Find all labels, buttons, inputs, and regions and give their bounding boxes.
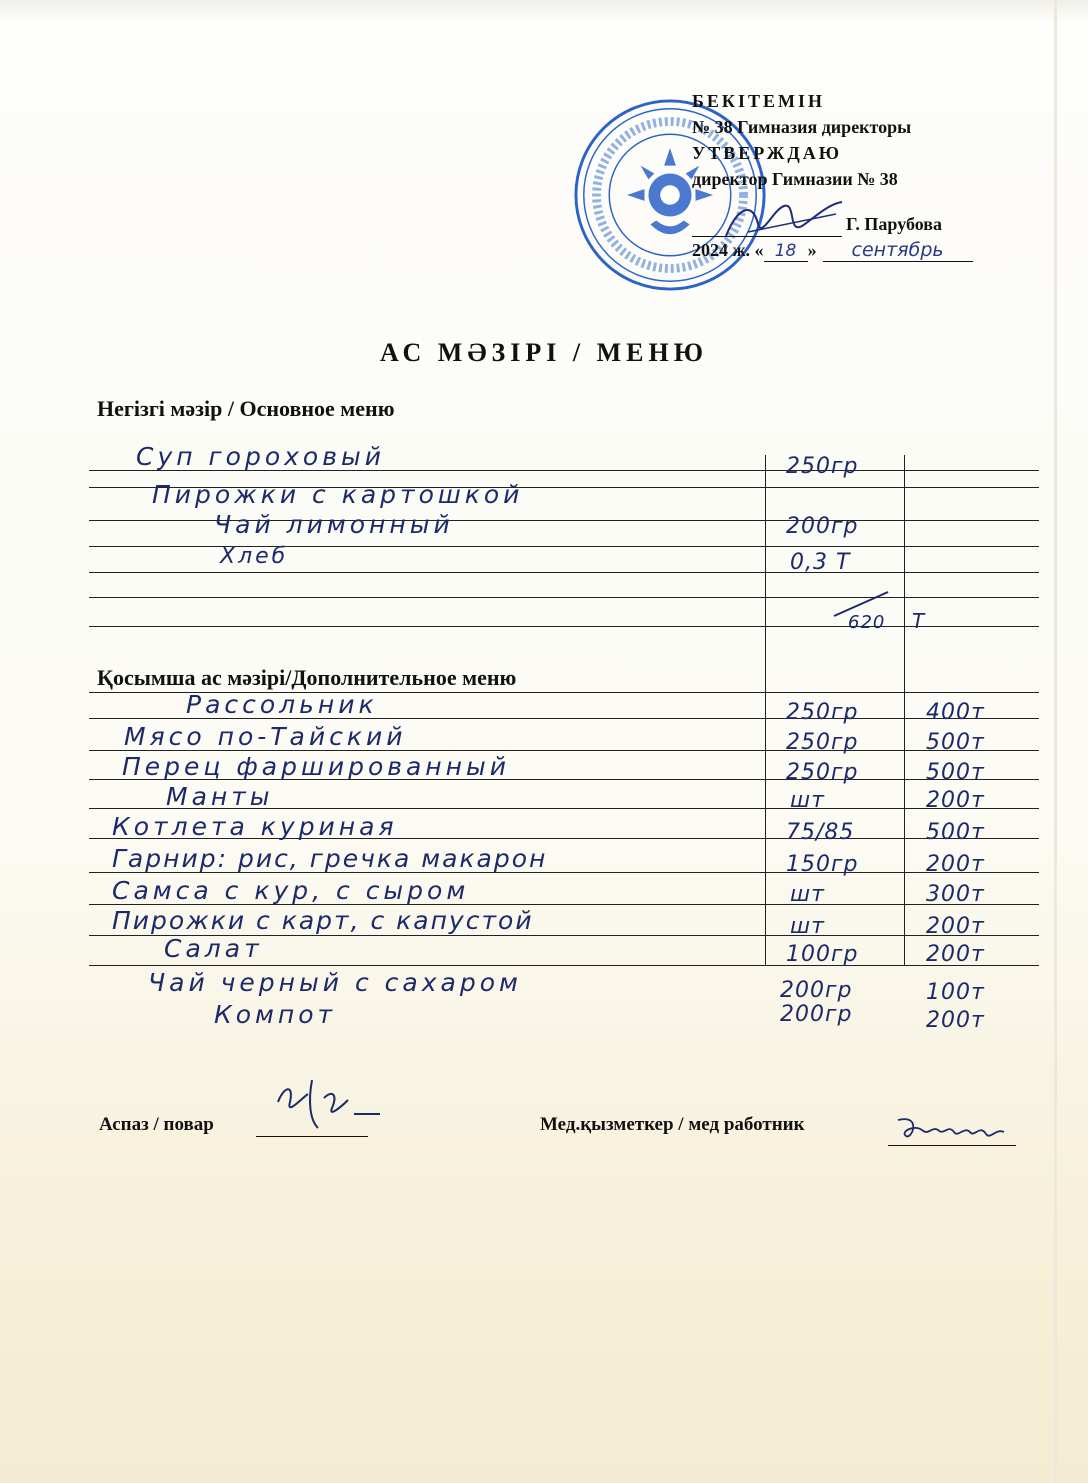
menu-item-qty: 75/85 (786, 820, 855, 845)
menu-item-name: Рассольник (186, 690, 378, 719)
menu-item-name: Суп гороховый (136, 442, 385, 471)
menu-item-name: Перец фаршированный (122, 752, 510, 781)
scan-edge (0, 0, 1088, 22)
menu-item-qty: 150гр (786, 852, 859, 877)
date-prefix: 2024 ж. « (692, 240, 764, 260)
menu-item-name: Гарнир: рис, гречка макарон (112, 844, 548, 873)
menu-item-qty: шт (790, 914, 825, 939)
date-month: сентябрь (823, 239, 973, 262)
main-menu-heading: Негізгі мәзір / Основное меню (97, 396, 395, 421)
med-worker-label: Мед.қызметкер / мед работник (540, 1114, 805, 1135)
menu-item-name: Хлеб (220, 544, 289, 569)
menu-item-price: 500т (926, 760, 985, 785)
menu-item-qty: 250гр (786, 700, 859, 725)
cook-label: Аспаз / повар (99, 1114, 214, 1135)
approval-kz-position: № 38 Гимназия директоры (692, 117, 912, 137)
menu-item-price: 200т (926, 914, 985, 939)
cook-signature (268, 1072, 388, 1134)
date-quote-close: » (807, 240, 817, 260)
menu-item-qty: 200гр (780, 1002, 853, 1027)
menu-item-price: 200т (926, 788, 985, 813)
menu-item-name: Пирожки с картошкой (152, 480, 524, 509)
menu-item-price: 400т (926, 700, 985, 725)
scan-edge (1054, 0, 1057, 1483)
menu-item-price: 300т (926, 882, 985, 907)
approval-ru-title: УТВЕРЖДАЮ (692, 143, 843, 163)
table-rule (89, 626, 1039, 627)
menu-item-qty: 200гр (786, 514, 859, 539)
med-worker-signature (892, 1110, 1008, 1146)
menu-item-price: 200т (926, 1008, 985, 1033)
page-title: АС МӘЗІРІ / МЕНЮ (380, 338, 708, 367)
menu-item-name: Манты (166, 782, 274, 811)
menu-item-name: Компот (214, 1000, 337, 1029)
signer-name: Г. Парубова (846, 214, 942, 234)
main-menu-total: 620 (848, 612, 886, 633)
approval-ru-position: директор Гимназии № 38 (692, 169, 898, 189)
menu-item-name: Мясо по-Тайский (124, 722, 407, 751)
table-rule (89, 572, 1039, 573)
signature-line (692, 236, 842, 237)
menu-item-price: 500т (926, 730, 985, 755)
menu-item-price: 100т (926, 980, 985, 1005)
table-rule (89, 965, 1039, 966)
menu-item-name: Пирожки с карт, с капустой (112, 906, 534, 935)
table-column-rule (904, 455, 905, 965)
menu-item-name: Салат (164, 934, 263, 963)
approval-block (692, 88, 911, 192)
approval-date (692, 239, 973, 262)
menu-item-name: Чай лимонный (214, 510, 454, 539)
date-day: 18 (764, 241, 808, 262)
menu-item-qty: 250гр (786, 730, 859, 755)
menu-item-qty: шт (790, 882, 825, 907)
table-column-rule (765, 455, 766, 965)
menu-item-qty: 0,3 Т (790, 550, 851, 575)
menu-item-name: Котлета куриная (112, 812, 398, 841)
approval-kz-title: БЕКІТЕМІН (692, 91, 825, 111)
menu-item-price: 200т (926, 942, 985, 967)
extra-menu-heading: Қосымша ас мәзірі/Дополнительное меню (97, 665, 517, 690)
menu-item-price: 200т (926, 852, 985, 877)
menu-item-name: Чай черный с сахаром (148, 968, 522, 997)
main-menu-total-unit: Т (912, 609, 926, 633)
menu-item-qty: 250гр (786, 454, 859, 479)
menu-item-qty: 100гр (786, 942, 859, 967)
menu-item-price: 500т (926, 820, 985, 845)
menu-item-qty: 250гр (786, 760, 859, 785)
menu-item-qty: шт (790, 788, 825, 813)
menu-item-name: Самса с кур, с сыром (112, 876, 470, 905)
cook-signature-line (256, 1136, 368, 1137)
menu-item-qty: 200гр (780, 978, 853, 1003)
table-rule (89, 597, 1039, 598)
